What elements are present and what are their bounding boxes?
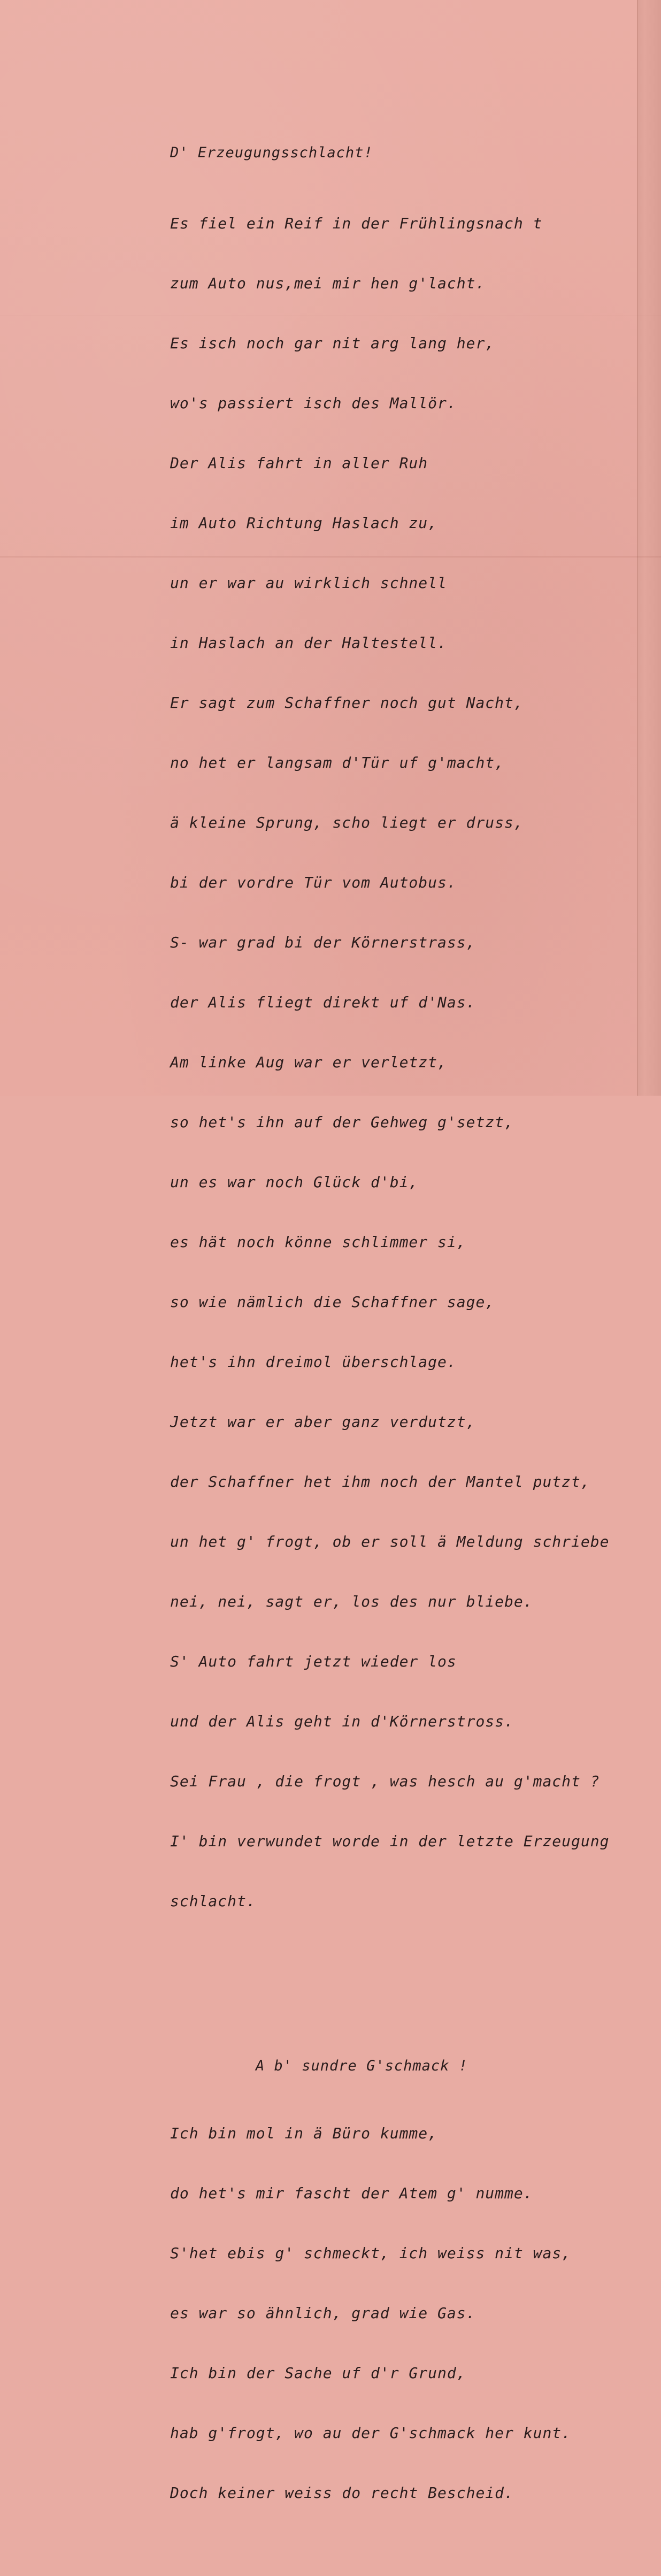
poem-1-line: wo's passiert isch des Mallör. <box>170 394 457 412</box>
poem-1-line: un er war au wirklich schnell <box>170 574 447 592</box>
poem-1-line: und der Alis geht in d'Körnerstross. <box>170 1713 514 1730</box>
poem-1-line: ä kleine Sprung, scho liegt er druss, <box>170 814 524 831</box>
poem-1-line: Jetzt war er aber ganz verdutzt, <box>170 1413 476 1431</box>
poem-2 <box>170 2002 651 2541</box>
poem-1-line: so wie nämlich die Schaffner sage, <box>170 1293 495 1311</box>
poem-text-block <box>170 74 651 2576</box>
poem-1-line: Es isch noch gar nit arg lang her, <box>170 334 495 352</box>
poem-1-line: Am linke Aug war er verletzt, <box>170 1053 447 1071</box>
poem-1-line: Er sagt zum Schaffner noch gut Nacht, <box>170 694 524 712</box>
poem-1-line: Sei Frau , die frogt , was hesch au g'macht ? <box>170 1772 600 1790</box>
poem-2-line: Ich bin mol in ä Büro kumme, <box>170 2124 438 2142</box>
poem-2-line: Doch keiner weiss do recht Bescheid. <box>170 2484 514 2502</box>
poem-1-line: Es fiel ein Reif in der Frühlingsnach t <box>170 215 543 232</box>
poem-1-line: der Schaffner het ihm noch der Mantel putzt, <box>170 1473 590 1490</box>
poem-1-line: S' Auto fahrt jetzt wieder los <box>170 1653 457 1670</box>
poem-1-line: I' bin verwundet worde in der letzte Erzeugung <box>170 1832 610 1850</box>
poem-1-line: no het er langsam d'Tür uf g'macht, <box>170 754 505 771</box>
poem-2-title: A b' sundre G'schmack ! <box>256 2058 468 2074</box>
poem-1-line: S- war grad bi der Körnerstrass, <box>170 934 476 951</box>
poem-2-line: Ich bin der Sache uf d'r Grund, <box>170 2364 466 2382</box>
poem-1-line: zum Auto nus,mei mir hen g'lacht. <box>170 274 486 292</box>
poem-2-line: hab g'frogt, wo au der G'schmack her kunt. <box>170 2424 572 2442</box>
poem-1-line: un es war noch Glück d'bi, <box>170 1173 419 1191</box>
poem-1-line: es hät noch könne schlimmer si, <box>170 1233 466 1251</box>
poem-1-line: im Auto Richtung Haslach zu, <box>170 514 438 532</box>
poem-1 <box>170 109 651 1949</box>
poem-1-line: bi der vordre Tür vom Autobus. <box>170 874 457 891</box>
poem-1-title: D' Erzeugungsschlacht! <box>170 144 373 161</box>
poem-2-line: es war so ähnlich, grad wie Gas. <box>170 2304 476 2322</box>
poem-2-line: S'het ebis g' schmeckt, ich weiss nit was, <box>170 2244 572 2262</box>
poem-1-line: Der Alis fahrt in aller Ruh <box>170 454 428 472</box>
poem-1-line: nei, nei, sagt er, los des nur bliebe. <box>170 1593 533 1610</box>
poem-1-line: so het's ihn auf der Gehweg g'setzt, <box>170 1113 514 1131</box>
poem-2-line: do het's mir fascht der Atem g' numme. <box>170 2184 533 2202</box>
poem-1-line: un het g' frogt, ob er soll ä Meldung schriebe <box>170 1533 610 1550</box>
poem-1-line: het's ihn dreimol überschlage. <box>170 1353 457 1371</box>
poem-1-line: in Haslach an der Haltestell. <box>170 634 447 652</box>
poem-1-line: der Alis fliegt direkt uf d'Nas. <box>170 993 476 1011</box>
poem-1-line: schlacht. <box>170 1892 256 1910</box>
